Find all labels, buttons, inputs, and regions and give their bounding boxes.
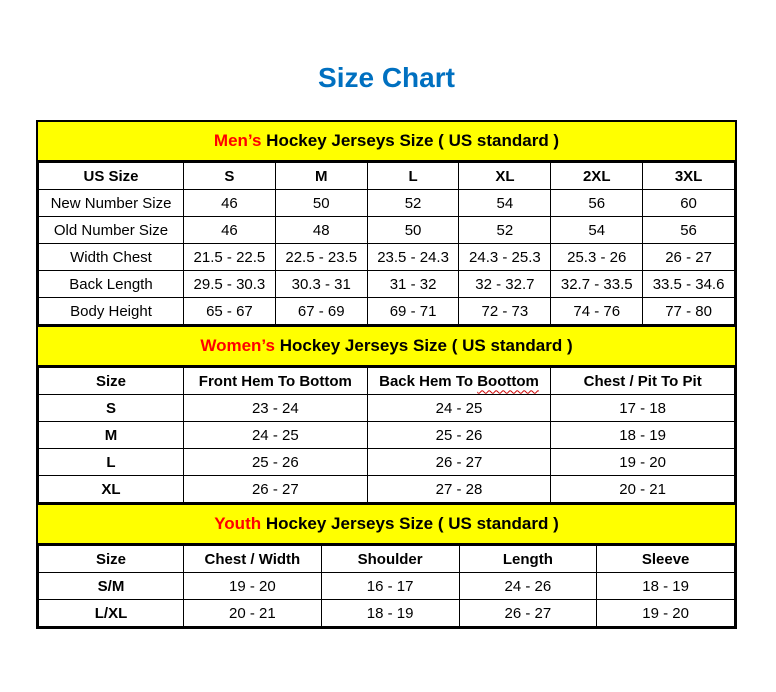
youth-cell: 19 - 20 xyxy=(597,600,735,627)
mens-col-header: 2XL xyxy=(551,163,643,190)
mens-row-label: Body Height xyxy=(39,298,184,325)
womens-cell: 24 - 25 xyxy=(184,422,368,449)
mens-cell: 32 - 32.7 xyxy=(459,271,551,298)
mens-col-header: L xyxy=(367,163,459,190)
table-row xyxy=(39,422,735,449)
youth-heading-accent: Youth xyxy=(214,514,262,533)
mens-cell: 56 xyxy=(551,190,643,217)
womens-row-label: L xyxy=(39,449,184,476)
mens-cell: 48 xyxy=(275,217,367,244)
womens-size-table xyxy=(38,367,735,503)
mens-cell: 56 xyxy=(643,217,735,244)
mens-cell: 52 xyxy=(459,217,551,244)
youth-cell: 18 - 19 xyxy=(597,573,735,600)
youth-size-table xyxy=(38,545,735,627)
womens-cell: 26 - 27 xyxy=(184,476,368,503)
mens-cell: 29.5 - 30.3 xyxy=(184,271,276,298)
youth-cell: 26 - 27 xyxy=(459,600,597,627)
mens-cell: 22.5 - 23.5 xyxy=(275,244,367,271)
mens-cell: 33.5 - 34.6 xyxy=(643,271,735,298)
table-row xyxy=(39,476,735,503)
mens-cell: 32.7 - 33.5 xyxy=(551,271,643,298)
table-row xyxy=(39,395,735,422)
womens-cell: 23 - 24 xyxy=(184,395,368,422)
table-row xyxy=(39,271,735,298)
mens-row-label: Back Length xyxy=(39,271,184,298)
youth-col-header: Chest / Width xyxy=(184,546,322,573)
womens-cell: 19 - 20 xyxy=(551,449,735,476)
womens-heading-accent: Women’s xyxy=(200,336,275,355)
mens-cell: 54 xyxy=(459,190,551,217)
mens-row-label: Old Number Size xyxy=(39,217,184,244)
youth-col-header: Sleeve xyxy=(597,546,735,573)
table-row xyxy=(39,573,735,600)
table-row xyxy=(39,217,735,244)
womens-cell: 20 - 21 xyxy=(551,476,735,503)
mens-row-label: Width Chest xyxy=(39,244,184,271)
mens-cell: 31 - 32 xyxy=(367,271,459,298)
womens-cell: 24 - 25 xyxy=(367,395,551,422)
table-row xyxy=(39,298,735,325)
mens-cell: 67 - 69 xyxy=(275,298,367,325)
mens-cell: 69 - 71 xyxy=(367,298,459,325)
mens-col-header: US Size xyxy=(39,163,184,190)
womens-back-hem-misspelled-word: Boottom xyxy=(477,372,539,390)
mens-cell: 72 - 73 xyxy=(459,298,551,325)
womens-back-hem-label: Back Hem To xyxy=(379,372,478,390)
youth-cell: 24 - 26 xyxy=(459,573,597,600)
womens-cell: 17 - 18 xyxy=(551,395,735,422)
womens-col-header: Front Hem To Bottom xyxy=(184,368,368,395)
youth-section-heading xyxy=(38,503,735,545)
mens-cell: 65 - 67 xyxy=(184,298,276,325)
mens-header-row xyxy=(39,163,735,190)
mens-row-label: New Number Size xyxy=(39,190,184,217)
mens-cell: 60 xyxy=(643,190,735,217)
womens-col-header xyxy=(367,368,551,395)
mens-cell: 50 xyxy=(275,190,367,217)
table-row xyxy=(39,600,735,627)
womens-col-header: Size xyxy=(39,368,184,395)
mens-cell: 46 xyxy=(184,190,276,217)
mens-cell: 52 xyxy=(367,190,459,217)
mens-section-heading xyxy=(38,122,735,162)
mens-size-table xyxy=(38,162,735,325)
womens-cell: 27 - 28 xyxy=(367,476,551,503)
mens-cell: 23.5 - 24.3 xyxy=(367,244,459,271)
youth-header-row xyxy=(39,546,735,573)
size-chart xyxy=(36,120,737,629)
mens-heading-text: Hockey Jerseys Size ( US standard ) xyxy=(261,131,560,150)
mens-cell: 30.3 - 31 xyxy=(275,271,367,298)
youth-row-label: S/M xyxy=(39,573,184,600)
page-title: Size Chart xyxy=(318,62,455,93)
mens-cell: 77 - 80 xyxy=(643,298,735,325)
mens-col-header: XL xyxy=(459,163,551,190)
womens-cell: 25 - 26 xyxy=(367,422,551,449)
womens-cell: 25 - 26 xyxy=(184,449,368,476)
youth-col-header: Size xyxy=(39,546,184,573)
youth-heading-text: Hockey Jerseys Size ( US standard ) xyxy=(261,514,559,533)
womens-row-label: XL xyxy=(39,476,184,503)
mens-col-header: 3XL xyxy=(643,163,735,190)
mens-heading-accent: Men’s xyxy=(213,131,262,150)
youth-row-label: L/XL xyxy=(39,600,184,627)
youth-cell: 20 - 21 xyxy=(184,600,322,627)
mens-cell: 25.3 - 26 xyxy=(551,244,643,271)
mens-col-header: M xyxy=(275,163,367,190)
table-row xyxy=(39,190,735,217)
mens-cell: 21.5 - 22.5 xyxy=(184,244,276,271)
table-row xyxy=(39,244,735,271)
youth-cell: 18 - 19 xyxy=(321,600,459,627)
womens-section-heading xyxy=(38,325,735,367)
mens-cell: 50 xyxy=(367,217,459,244)
womens-col-header: Chest / Pit To Pit xyxy=(551,368,735,395)
mens-cell: 26 - 27 xyxy=(643,244,735,271)
youth-col-header: Length xyxy=(459,546,597,573)
mens-cell: 46 xyxy=(184,217,276,244)
youth-col-header: Shoulder xyxy=(321,546,459,573)
mens-cell: 54 xyxy=(551,217,643,244)
youth-cell: 16 - 17 xyxy=(321,573,459,600)
mens-cell: 74 - 76 xyxy=(551,298,643,325)
mens-cell: 24.3 - 25.3 xyxy=(459,244,551,271)
table-row xyxy=(39,449,735,476)
womens-row-label: S xyxy=(39,395,184,422)
youth-cell: 19 - 20 xyxy=(184,573,322,600)
womens-cell: 26 - 27 xyxy=(367,449,551,476)
womens-cell: 18 - 19 xyxy=(551,422,735,449)
womens-heading-text: Hockey Jerseys Size ( US standard ) xyxy=(274,336,573,355)
womens-header-row xyxy=(39,368,735,395)
womens-row-label: M xyxy=(39,422,184,449)
mens-col-header: S xyxy=(184,163,276,190)
